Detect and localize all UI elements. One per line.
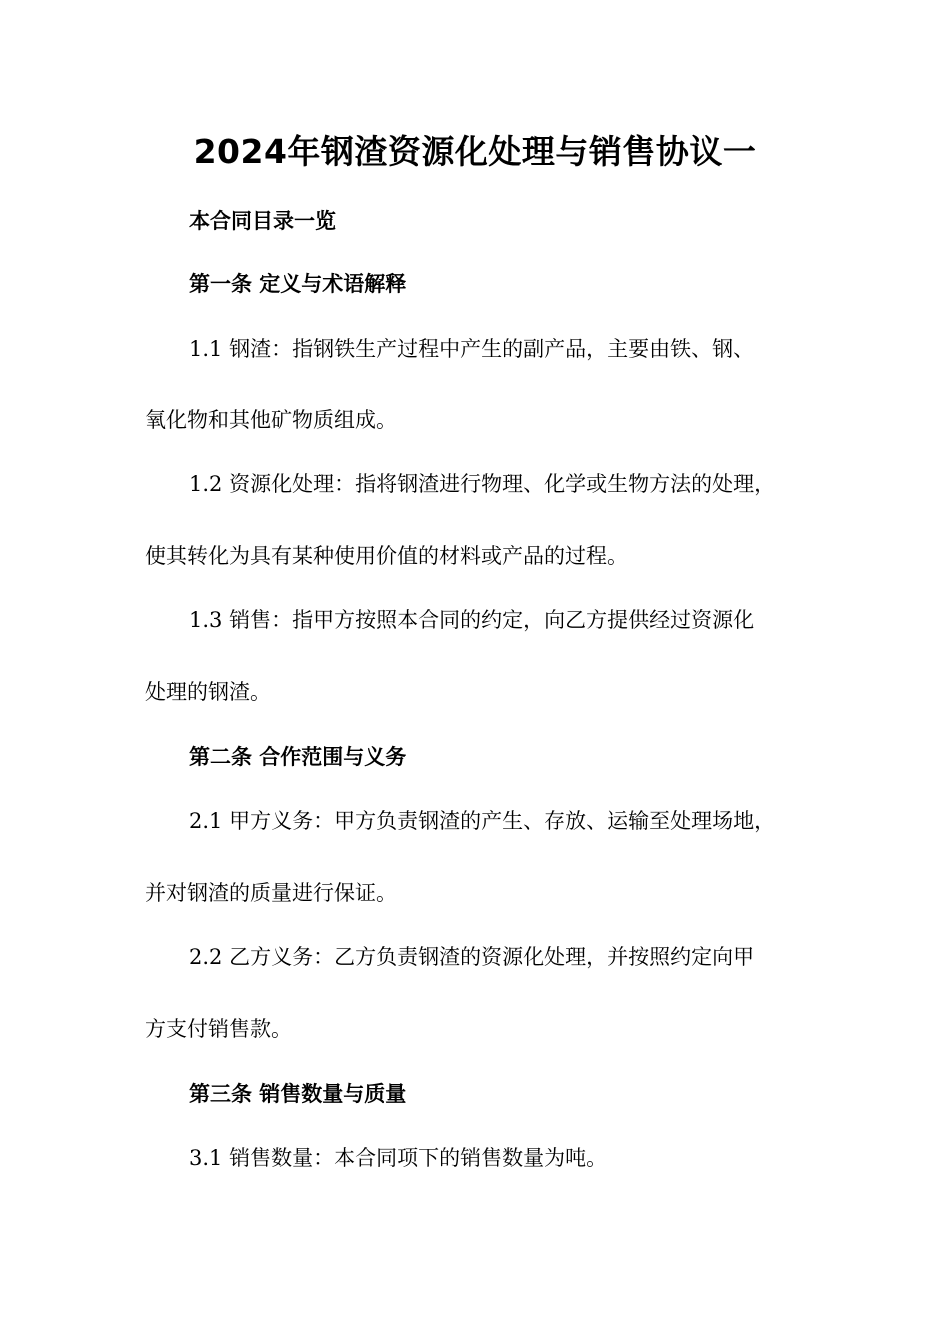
clause-2-1-line-2: 并对钢渣的质量进行保证。 xyxy=(145,881,397,905)
clause-1-2-line-1: 1.2 资源化处理：指将钢渣进行物理、化学或生物方法的处理， xyxy=(189,472,776,496)
article-2-heading: 第二条 合作范围与义务 xyxy=(189,745,407,769)
clause-1-1-line-1: 1.1 钢渣：指钢铁生产过程中产生的副产品，主要由铁、钢、 xyxy=(189,337,755,361)
clause-2-1-line-1: 2.1 甲方义务：甲方负责钢渣的产生、存放、运输至处理场地， xyxy=(189,809,776,833)
clause-1-1-line-2: 氧化物和其他矿物质组成。 xyxy=(145,408,397,432)
clause-3-1-line-1: 3.1 销售数量：本合同项下的销售数量为吨。 xyxy=(189,1146,608,1170)
toc-heading: 本合同目录一览 xyxy=(189,209,336,233)
clause-1-3-line-2: 处理的钢渣。 xyxy=(145,680,271,704)
document-title: 2024年钢渣资源化处理与销售协议一 xyxy=(193,132,757,171)
clause-1-2-line-2: 使其转化为具有某种使用价值的材料或产品的过程。 xyxy=(145,544,628,568)
article-1-heading: 第一条 定义与术语解释 xyxy=(189,272,407,296)
clause-2-2-line-1: 2.2 乙方义务：乙方负责钢渣的资源化处理，并按照约定向甲 xyxy=(189,945,755,969)
clause-1-3-line-1: 1.3 销售：指甲方按照本合同的约定，向乙方提供经过资源化 xyxy=(189,608,755,632)
clause-2-2-line-2: 方支付销售款。 xyxy=(145,1017,292,1041)
article-3-heading: 第三条 销售数量与质量 xyxy=(189,1082,407,1106)
